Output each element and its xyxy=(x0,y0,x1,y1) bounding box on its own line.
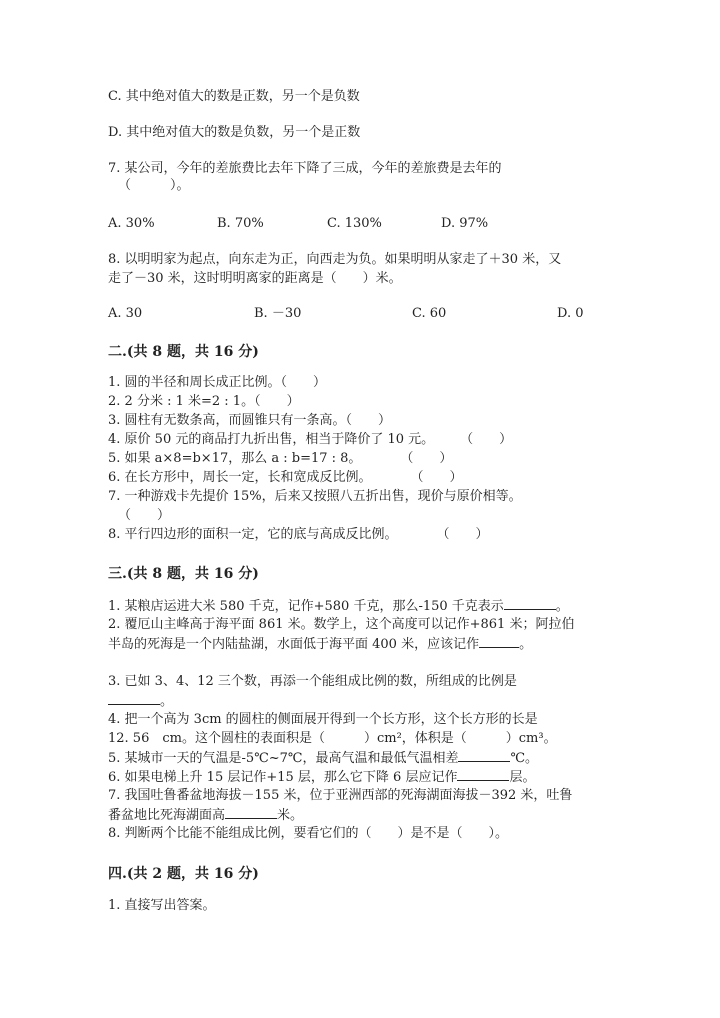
section-3-item-7-cont xyxy=(108,806,303,825)
section-3-item-5-end: ℃。 xyxy=(510,751,538,766)
section-3-item-5 xyxy=(108,749,538,768)
question-8-option-d: D. 0 xyxy=(557,306,584,321)
section-3-item-2-text: 半岛的死海是一个内陆盐湖，水面低于海平面 400 米，应该记作 xyxy=(108,637,480,652)
section-2-item-5: 5. 如果 a×8=b×17，那么 a : b=17 : 8。 （ ） xyxy=(108,451,453,466)
section-3-item-3-end: 。 xyxy=(160,694,174,709)
section-3-item-7: 7. 我国吐鲁番盆地海拔－155 米，位于亚洲西部的死海湖面海拔－392 米，吐鲁 xyxy=(108,788,573,803)
section-3-item-2: 2. 覆厄山主峰高于海平面 861 米。数学上，这个高度可以记作+861 米；阿拉伯 xyxy=(108,617,575,632)
question-8-option-c: C. 60 xyxy=(412,306,447,321)
section-3-item-1 xyxy=(108,597,569,616)
section-4-title: 四.(共 2 题，共 16 分) xyxy=(108,866,259,882)
question-7-option-d: D. 97% xyxy=(441,216,489,231)
question-6-option-c: C. 其中绝对值大的数是正数，另一个是负数 xyxy=(108,89,360,104)
question-8-stem: 8. 以明明家为起点，向东走为正，向西走为负。如果明明从家走了＋30 米，又 xyxy=(108,252,562,267)
section-3-title: 三.(共 8 题，共 16 分) xyxy=(108,566,259,582)
section-3-item-3-cont xyxy=(108,692,173,711)
question-7-option-b: B. 70% xyxy=(217,216,264,231)
section-3-item-2-cont xyxy=(108,635,532,654)
section-3-item-5-text: 5. 某城市一天的气温是-5℃~7℃，最高气温和最低气温相差 xyxy=(108,751,459,766)
section-2-item-3: 3. 圆柱有无数条高，而圆锥只有一条高。（ ） xyxy=(108,413,392,428)
section-3-item-4-cont: 12. 56 cm。这个圆柱的表面积是（ ）cm²，体积是（ ）cm³。 xyxy=(108,731,557,746)
question-6-option-d: D. 其中绝对值大的数是负数，另一个是正数 xyxy=(108,125,361,140)
section-3-item-7-text: 番盆地比死海湖面高 xyxy=(108,808,226,823)
section-3-item-7-end: 米。 xyxy=(277,808,304,823)
section-2-item-7-cont: （ ） xyxy=(118,508,171,523)
question-8-option-a: A. 30 xyxy=(108,306,143,321)
section-3-item-6-end: 层。 xyxy=(509,770,536,785)
section-3-item-4: 4. 把一个高为 3cm 的圆柱的侧面展开得到一个长方形，这个长方形的长是 xyxy=(108,712,538,727)
answer-blank[interactable] xyxy=(225,806,277,819)
question-7-stem-cont: （ ）。 xyxy=(118,178,190,193)
answer-blank[interactable] xyxy=(108,692,160,705)
section-2-item-8: 8. 平行四边形的面积一定，它的底与高成反比例。 （ ） xyxy=(108,527,489,542)
section-3-item-6-text: 6. 如果电梯上升 15 层记作+15 层，那么它下降 6 层应记作 xyxy=(108,770,458,785)
section-3-item-1-end: 。 xyxy=(555,599,569,614)
section-3-item-2-end: 。 xyxy=(519,637,533,652)
section-2-item-4: 4. 原价 50 元的商品打九折出售，相当于降价了 10 元。 （ ） xyxy=(108,432,513,447)
section-2-item-7: 7. 一种游戏卡先提价 15%，后来又按照八五折出售，现价与原价相等。 xyxy=(108,489,522,504)
section-2-item-6: 6. 在长方形中，周长一定，长和宽成反比例。 （ ） xyxy=(108,470,463,485)
answer-blank[interactable] xyxy=(457,768,509,781)
section-2-title: 二.(共 8 题，共 16 分) xyxy=(108,344,259,360)
question-7-option-a: A. 30% xyxy=(108,216,155,231)
question-8-stem-cont: 走了－30 米，这时明明离家的距离是（ ）米。 xyxy=(108,271,402,286)
section-3-item-1-text: 1. 某粮店运进大米 580 千克，记作+580 千克，那么-150 千克表示 xyxy=(108,599,504,614)
section-3-item-8: 8. 判断两个比能不能组成比例，要看它们的（ ）是不是（ ）。 xyxy=(108,826,509,841)
section-2-item-2: 2. 2 分米 : 1 米=2 : 1。（ ） xyxy=(108,394,300,409)
answer-blank[interactable] xyxy=(504,597,556,610)
section-2-item-1: 1. 圆的半径和周长成正比例。（ ） xyxy=(108,375,327,390)
question-7-stem: 7. 某公司，今年的差旅费比去年下降了三成，今年的差旅费是去年的 xyxy=(108,161,502,176)
question-7-option-c: C. 130% xyxy=(327,216,382,231)
section-3-item-6 xyxy=(108,768,535,787)
answer-blank[interactable] xyxy=(458,749,510,762)
answer-blank[interactable] xyxy=(479,635,519,648)
section-3-item-3: 3. 已如 3、4、12 三个数，再添一个能组成比例的数，所组成的比例是 xyxy=(108,674,517,689)
question-8-option-b: B. －30 xyxy=(254,306,302,321)
section-4-item-1: 1. 直接写出答案。 xyxy=(108,898,216,913)
